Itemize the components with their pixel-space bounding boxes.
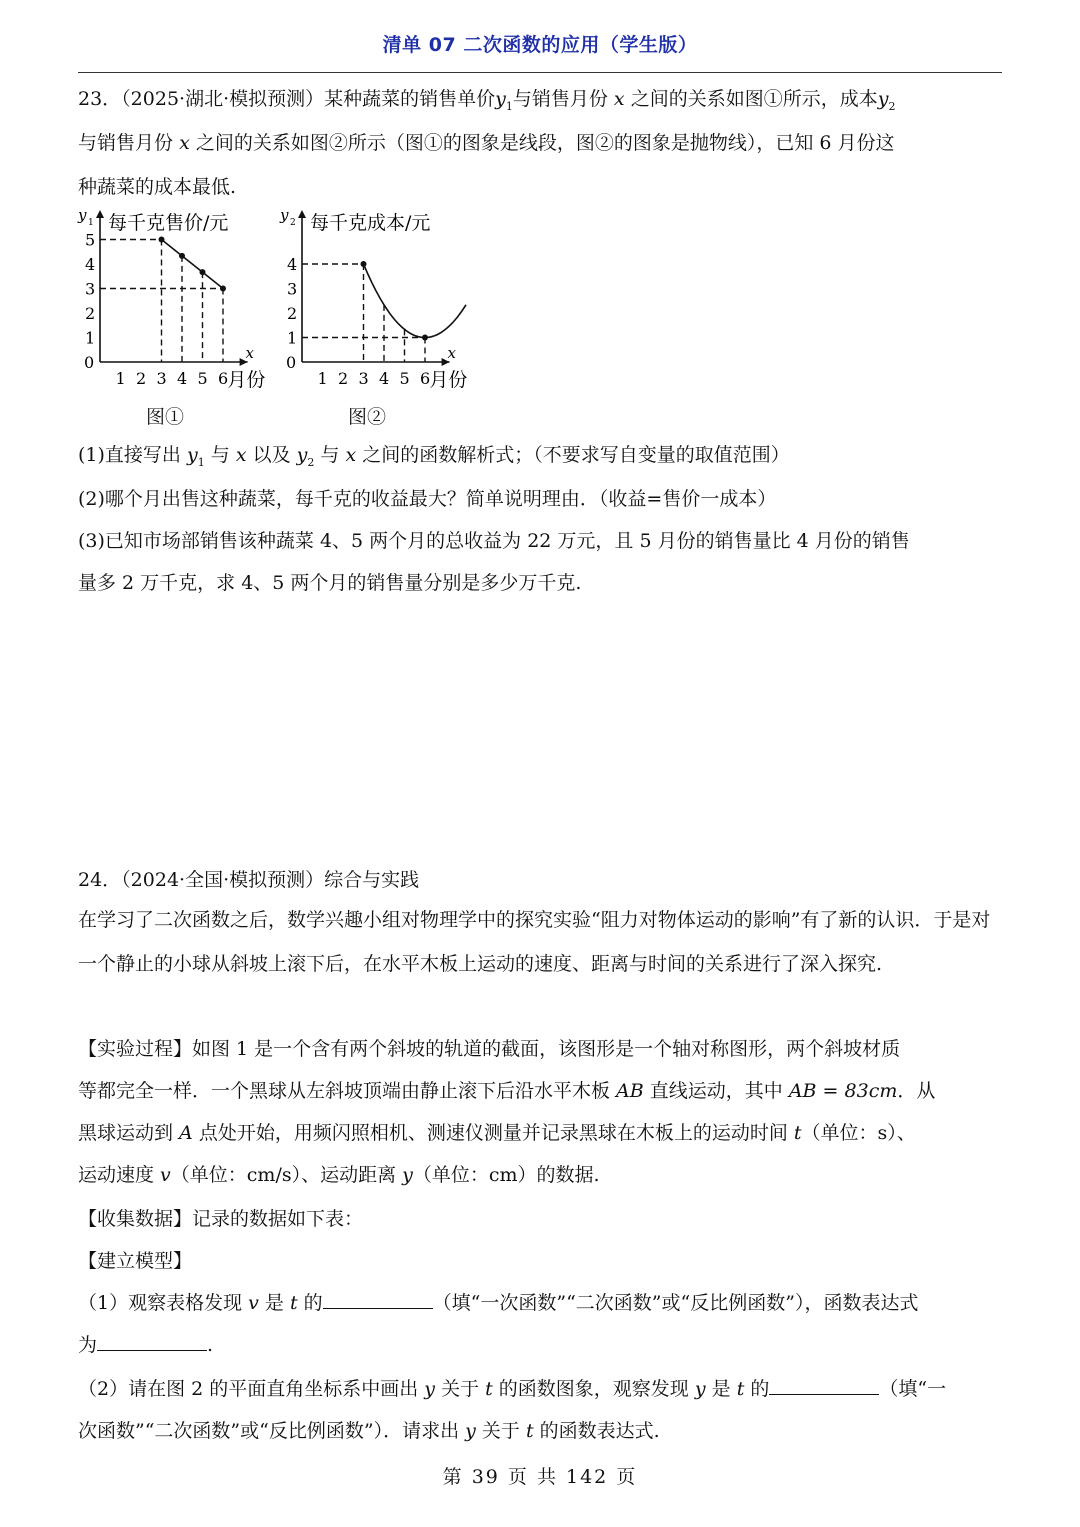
q24-text: 为 bbox=[78, 1334, 98, 1356]
y-axis-arrow bbox=[96, 210, 104, 218]
q24-collect: 【收集数据】记录的数据如下表： bbox=[78, 1208, 364, 1230]
x-axis-var: x bbox=[245, 344, 254, 362]
q23-text: 之间的关系如图②所示（图①的图象是线段，图②的图象是抛物线），已知 6 月份这 bbox=[195, 132, 895, 154]
origin-label: 0 bbox=[286, 353, 297, 372]
var-y2: y bbox=[296, 444, 308, 466]
y-axis-arrow bbox=[298, 210, 306, 218]
data-point bbox=[200, 269, 206, 275]
q23-text: 与 bbox=[210, 444, 230, 466]
q24-text: 的 bbox=[297, 1292, 323, 1314]
figure-2 bbox=[272, 200, 492, 404]
figure-2-svg bbox=[272, 200, 492, 400]
q24-text: 的函数图象，观察发现 bbox=[492, 1378, 695, 1400]
q24-model-1-line1 bbox=[78, 1288, 918, 1315]
figure-2-caption: 图② bbox=[348, 406, 387, 428]
q24-title: 24．（2024·全国·模拟预测）综合与实践 bbox=[78, 869, 420, 891]
q23-text: 23．（2025·湖北·模拟预测）某种蔬菜的销售单价 bbox=[78, 88, 496, 110]
data-point bbox=[179, 253, 185, 259]
var-x: x bbox=[345, 444, 357, 466]
var-x: x bbox=[235, 444, 247, 466]
q23-part3-line1: (3)已知市场部销售该种蔬菜 4、5 两个月的总收益为 22 万元，且 5 月份的销售量比 4 月份的销售 bbox=[78, 530, 910, 552]
series-line bbox=[162, 240, 224, 289]
var-t: t bbox=[736, 1378, 745, 1400]
var-y: y bbox=[465, 1420, 476, 1442]
q23-text: 与 bbox=[320, 444, 340, 466]
q23-text: 之间的函数解析式；（不要求写自变量的取值范围） bbox=[362, 444, 790, 466]
q24-text: 次函数”“二次函数”或“反比例函数”）．请求出 bbox=[78, 1420, 466, 1442]
q24-text: 运动速度 bbox=[78, 1164, 161, 1186]
q23-text: 与销售月份 bbox=[512, 88, 608, 110]
q24-text: 是 bbox=[705, 1378, 737, 1400]
x-tick-label: 2 bbox=[338, 369, 349, 388]
page-footer: 第 39 页 共 142 页 bbox=[442, 1466, 638, 1488]
y-axis-label: 每千克成本/元 bbox=[310, 212, 431, 234]
q24-text: 等都完全一样．一个黑球从左斜坡顶端由静止滚下后沿水平木板 bbox=[78, 1080, 617, 1102]
q24-text: 的 bbox=[744, 1378, 770, 1400]
x-tick-label: 4 bbox=[177, 369, 188, 388]
var-t: t bbox=[525, 1420, 534, 1442]
q24-text: 关于 bbox=[435, 1378, 486, 1400]
x-tick-label: 6 bbox=[218, 369, 229, 388]
q24-text: 直线运动，其中 bbox=[643, 1080, 789, 1102]
var-y: y bbox=[694, 1378, 706, 1400]
q24-text: . bbox=[207, 1334, 214, 1356]
sub-1: 1 bbox=[505, 99, 513, 113]
y-tick-label: 3 bbox=[85, 279, 96, 299]
q23-text: 与销售月份 bbox=[78, 132, 174, 154]
q24-model-2-line1 bbox=[78, 1374, 946, 1401]
data-point bbox=[159, 237, 165, 243]
series-curve bbox=[364, 264, 467, 338]
x-tick-label: 5 bbox=[399, 369, 410, 388]
y-axis-label: 每千克售价/元 bbox=[108, 212, 229, 234]
q24-text: （单位：cm）的数据. bbox=[412, 1164, 600, 1186]
eq-AB: AB = 83cm bbox=[788, 1080, 898, 1102]
answer-blank[interactable] bbox=[323, 1290, 433, 1309]
var-t: t bbox=[485, 1378, 493, 1400]
x-tick-label: 1 bbox=[115, 369, 126, 388]
q23-text: 以及 bbox=[252, 444, 291, 466]
figure-1-caption: 图① bbox=[146, 406, 185, 428]
y-tick-label: 4 bbox=[85, 255, 96, 274]
q24-text: 点处开始，用频闪照相机、测速仪测量并记录黑球在木板上的运动时间 bbox=[192, 1122, 794, 1144]
q24-text: （填“一次函数”“二次函数”或“反比例函数”），函数表达式 bbox=[432, 1292, 919, 1314]
q24-build: 【建立模型】 bbox=[78, 1250, 193, 1272]
x-tick-label: 5 bbox=[197, 369, 208, 388]
y-tick-label: 1 bbox=[287, 328, 298, 348]
q24-text: 关于 bbox=[475, 1420, 526, 1442]
y-tick-label: 2 bbox=[85, 304, 96, 323]
q24-text: （单位：s）、 bbox=[801, 1122, 916, 1144]
sub-2: 2 bbox=[888, 99, 896, 113]
y-tick-label: 5 bbox=[85, 230, 96, 250]
q24-text: 是 bbox=[258, 1292, 290, 1314]
y-axis-var: y bbox=[78, 206, 87, 224]
sub-1: 1 bbox=[197, 455, 205, 469]
q23-intro-line1 bbox=[78, 84, 895, 113]
x-axis-label: 月份 bbox=[227, 369, 266, 391]
x-tick-label: 2 bbox=[136, 369, 147, 388]
var-y: y bbox=[402, 1164, 413, 1186]
var-x: x bbox=[613, 88, 625, 110]
q24-text: （2）请在图 2 的平面直角坐标系中画出 bbox=[78, 1378, 425, 1400]
var-AB: AB bbox=[616, 1080, 644, 1102]
x-tick-label: 3 bbox=[358, 369, 369, 388]
q24-text: （1）观察表格发现 bbox=[78, 1292, 249, 1314]
q24-text: 黑球运动到 bbox=[78, 1122, 180, 1144]
q24-exp-line3 bbox=[78, 1118, 916, 1145]
q23-intro-line2 bbox=[78, 128, 895, 155]
x-tick-label: 3 bbox=[156, 369, 167, 388]
y-axis-var-sub: 1 bbox=[88, 218, 94, 228]
y-axis-var-sub: 2 bbox=[290, 218, 296, 228]
header-divider bbox=[78, 72, 1002, 73]
q24-exp-line2 bbox=[78, 1076, 935, 1103]
q23-text: (1)直接写出 bbox=[78, 444, 181, 466]
sub-2: 2 bbox=[307, 455, 315, 469]
q24-exp-line4 bbox=[78, 1160, 600, 1187]
var-x: x bbox=[179, 132, 190, 154]
x-axis-label: 月份 bbox=[429, 369, 468, 391]
data-point bbox=[220, 286, 226, 292]
data-point bbox=[422, 335, 428, 341]
origin-label: 0 bbox=[84, 353, 95, 372]
q23-part3-line2: 量多 2 万千克，求 4、5 两个月的销售量分别是多少万千克. bbox=[78, 572, 582, 594]
var-t: t bbox=[793, 1122, 802, 1144]
figure-1-svg bbox=[70, 200, 270, 400]
x-tick-label: 6 bbox=[420, 369, 431, 388]
y-tick-label: 3 bbox=[287, 279, 298, 299]
y-tick-label: 2 bbox=[287, 304, 298, 323]
x-axis-var: x bbox=[447, 344, 456, 362]
q23-part1 bbox=[78, 440, 790, 469]
q24-model-1-line2 bbox=[78, 1330, 213, 1357]
q24-paragraph-1: 在学习了二次函数之后，数学兴趣小组对物理学中的探究实验“阻力对物体运动的影响”有了新的认识．于是对一个静止的小球从斜坡上滚下后，在水平木板上运动的速度、距离与时间的关系进行了深入探究. bbox=[78, 909, 991, 975]
answer-blank[interactable] bbox=[97, 1332, 207, 1351]
q23-intro-line3: 种蔬菜的成本最低. bbox=[78, 176, 237, 198]
var-y2: y bbox=[877, 88, 889, 110]
y-tick-label: 1 bbox=[85, 328, 96, 348]
y-tick-label: 4 bbox=[287, 255, 298, 274]
data-point bbox=[361, 261, 367, 267]
figure-1 bbox=[70, 200, 270, 404]
var-y1: y bbox=[495, 88, 506, 110]
var-v: v bbox=[160, 1164, 171, 1186]
y-axis-var: y bbox=[280, 206, 289, 224]
var-y: y bbox=[424, 1378, 436, 1400]
x-tick-label: 1 bbox=[317, 369, 328, 388]
q23-part2: (2)哪个月出售这种蔬菜，每千克的收益最大？简单说明理由．（收益=售价一成本） bbox=[78, 488, 777, 510]
var-A: A bbox=[179, 1122, 193, 1144]
x-tick-label: 4 bbox=[379, 369, 390, 388]
var-v: v bbox=[248, 1292, 259, 1314]
q24-text: （填“一 bbox=[879, 1378, 947, 1400]
header-title: 清单 07 二次函数的应用（学生版） bbox=[382, 34, 698, 56]
q24-text: ．从 bbox=[897, 1080, 936, 1102]
q24-model-2-line2 bbox=[78, 1416, 660, 1443]
answer-blank[interactable] bbox=[769, 1376, 879, 1395]
q24-text: 的函数表达式. bbox=[533, 1420, 660, 1442]
q24-text: （单位：cm/s）、运动距离 bbox=[170, 1164, 403, 1186]
var-t: t bbox=[289, 1292, 298, 1314]
q24-exp-line1: 【实验过程】如图 1 是一个含有两个斜坡的轨道的截面，该图形是一个轴对称图形，两个斜坡材质 bbox=[78, 1038, 901, 1060]
var-y1: y bbox=[186, 444, 198, 466]
q23-text: 之间的关系如图①所示，成本 bbox=[630, 88, 878, 110]
